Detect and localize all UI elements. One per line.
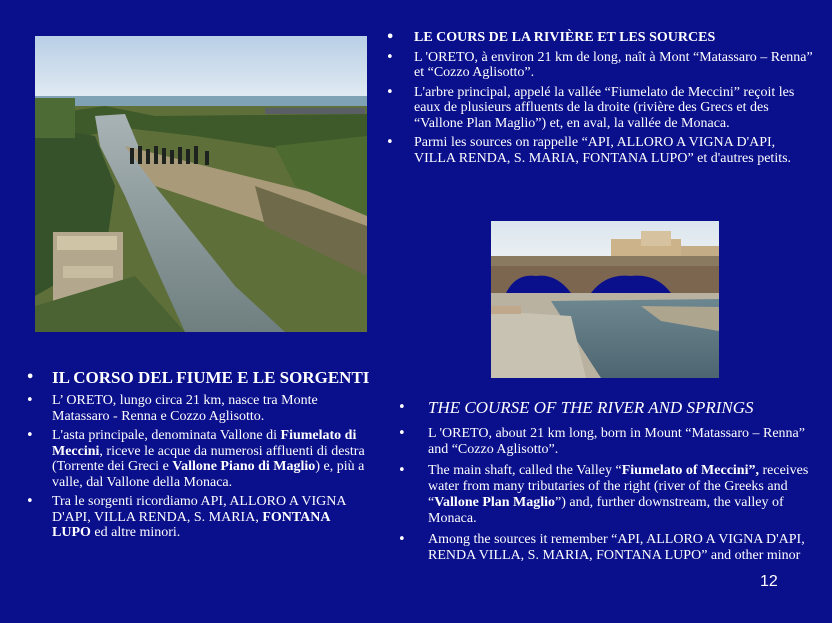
english-p2-bold-vallone: Vallone Plan Maglio xyxy=(434,495,556,510)
french-heading: • LE COURS DE LA RIVIÈRE ET LES SOURCES xyxy=(386,30,818,46)
bridge-image xyxy=(491,221,719,378)
english-heading: • THE COURSE OF THE RIVER AND SPRINGS xyxy=(398,398,810,418)
english-p2-bold-fiumelato: Fiumelato of Meccini”, xyxy=(621,463,759,478)
french-section xyxy=(386,30,818,170)
italian-p2-text-e: ) e, più a valle, dal Vallone della Monaca. xyxy=(52,459,365,490)
italian-paragraph-3 xyxy=(26,494,372,541)
italian-p2-bold-fiumelato: Fiumelato di Meccini xyxy=(52,428,357,459)
italian-p2-text-a: L'asta principale, denominata Vallone di xyxy=(52,428,281,443)
italian-p3-bold-fontana: FONTANA LUPO xyxy=(52,509,330,540)
italian-p3-text-c: ed altre minori. xyxy=(90,525,181,540)
french-paragraph-3: • Parmi les sources on rappelle “API, ALLORO A VIGNA D'API, VILLA RENDA, S. MARIA, FONTANA LUPO” et d'autres petits. xyxy=(386,135,818,166)
french-paragraph-2: • L'arbre principal, appelé la vallée “Fiumelato de Meccini” reçoit les eaux de plusieurs affluents de la droite (rivière des Grecs et des “Vallone Plan Maglio”) et, en aval, la vallée de Monaca. xyxy=(386,85,818,132)
french-paragraph-1: • L 'ORETO, à environ 21 km de long, naît à Mont “Matassaro – Renna” et “Cozzo Aglisotto”. xyxy=(386,50,818,81)
italian-p3-text-a: Tra le sorgenti ricordiamo API, ALLORO A VIGNA D'API, VILLA RENDA, S. MARIA, xyxy=(52,494,346,525)
page-number: 12 xyxy=(760,573,778,590)
english-paragraph-2 xyxy=(398,463,810,527)
english-paragraph-1: • L 'ORETO, about 21 km long, born in Mount “Matassaro – Renna” and “Cozzo Aglisotto”. xyxy=(398,426,810,458)
bridge-photo xyxy=(491,221,719,378)
english-p2-text-e: ”) and, further downstream, the valley of Monaca. xyxy=(428,495,784,526)
river-landscape-photo xyxy=(35,36,367,332)
english-section xyxy=(398,398,810,569)
italian-heading: • IL CORSO DEL FIUME E LE SORGENTI xyxy=(26,368,372,387)
english-paragraph-3: • Among the sources it remember “API, ALLORO A VIGNA D'API, RENDA VILLA, S. MARIA, FONTANA LUPO” and other minor xyxy=(398,532,810,564)
english-p2-text-a: The main shaft, called the Valley “ xyxy=(428,463,622,478)
italian-p2-text-c: , riceve le acque da numerosi affluenti di destra (Torrente dei Greci e xyxy=(52,443,365,474)
river-landscape-image xyxy=(35,36,367,332)
italian-paragraph-1: • L’ ORETO, lungo circa 21 km, nasce tra Monte Matassaro - Renna e Cozzo Aglisotto. xyxy=(26,393,372,424)
italian-paragraph-2 xyxy=(26,428,372,490)
english-p2-text-c: receives water from many tributaries of the right (river of the Greeks and “ xyxy=(428,463,809,510)
italian-p2-bold-vallone: Vallone Piano di Maglio xyxy=(172,459,316,474)
italian-section xyxy=(26,368,372,545)
